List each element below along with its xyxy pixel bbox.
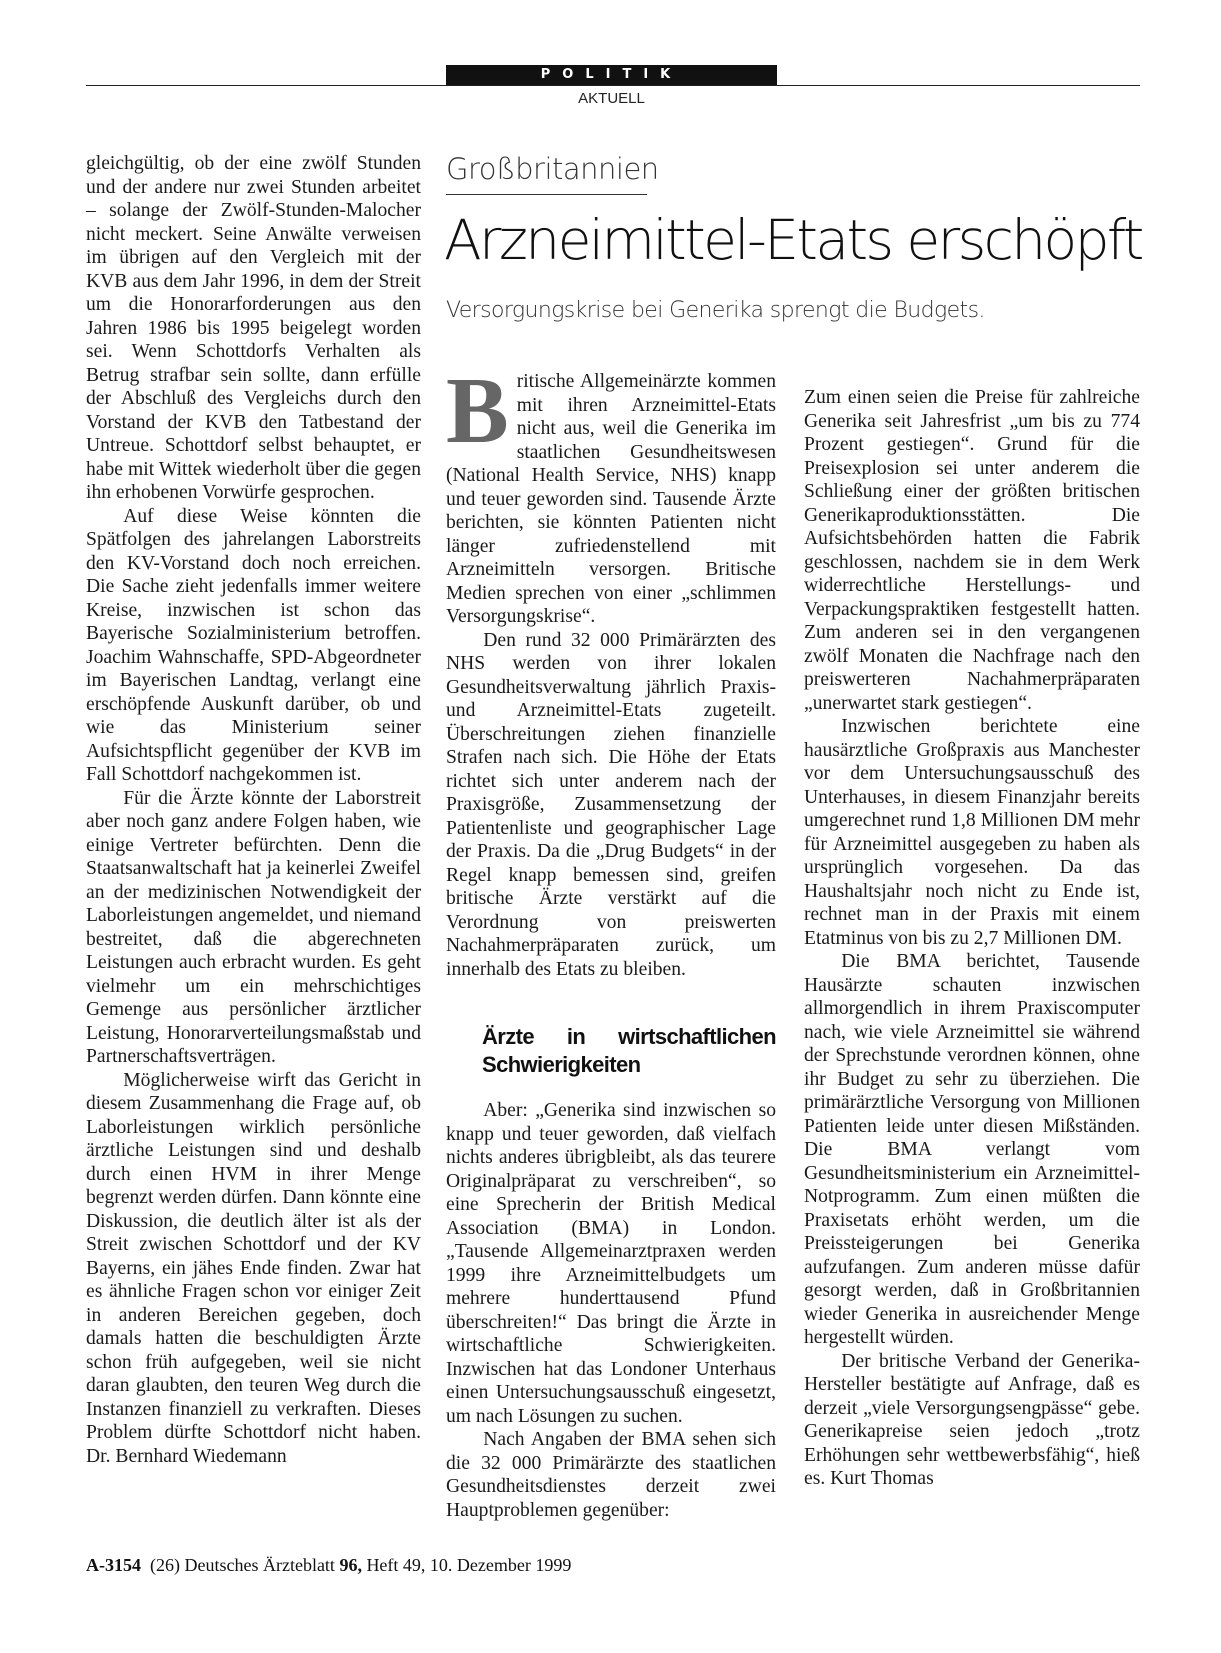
footer-journal: (26) Deutsches Ärzteblatt: [150, 1555, 335, 1575]
section-heading: Ärzte in wirtschaftlichen Schwierigkeiten: [482, 1024, 776, 1077]
lead-text: ritische Allgemeinärzte kommen mit ihren Arzneimittel-Etats nicht aus, weil die Generika im staatlichen Gesundheitswesen (National Health Service, NHS) knapp und teuer geworden sind. Tausende Ärzte berichten, sie könnten Patienten nicht länger zufriedenstellend mit Arzneimitteln versorgen. Britische Medien sprechen von einer „schlimmen Versorgungskrise“.: [446, 371, 776, 627]
paragraph: Der britische Verband der Generika-Hersteller bestätigte auf Anfrage, daß es derzeit „viele Versorgungsengpässe“ gebe. Generikapreise seien jedoch „trotz Erhöhungen sehr wettbewerbsfähig“, hieß es. Kurt Thomas: [804, 1350, 1140, 1489]
paragraph: Inzwischen berichtete eine hausärztliche Großpraxis aus Manchester vor dem Untersuchungsausschuß des Unterhauses, in diesem Finanzjahr bereits umgerechnet rund 1,8 Millionen DM mehr für Arzneimittel ausgegeben zu haben als ursprünglich vorgesehen. Da das Haushaltsjahr noch nicht zu Ende ist, rechnet man in der Praxis mit einem Etatminus von bis zu 2,7 Millionen DM.: [804, 716, 1140, 949]
page-footer: [86, 1555, 571, 1576]
kicker-underline: [446, 194, 647, 195]
paragraph: Die BMA berichtet, Tausende Hausärzte schauten inzwischen allmorgendlich in ihrem Praxiscomputer nach, wie viele Arzneimittel sie während der Sprechstunde verordnen können, ohne ihr Budget zu sehr zu überziehen. Die primärärztliche Versorgung von Millionen Patienten leide unter diesen Mißständen. Die BMA verlangt vom Gesundheitsministerium ein Arzneimittel-Notprogramm. Zum einen müßten die Praxisetats erhöht werden, um die Preissteigerungen bei Generika aufzufangen. Zum anderen müsse dafür gesorgt werden, daß in Großbritannien wieder Generika in ausreichender Menge hergestellt würden.: [804, 951, 1140, 1348]
footer-issue: Heft 49, 10. Dezember 1999: [366, 1555, 572, 1575]
article-column-2: [804, 386, 1140, 1491]
paragraph: Aber: „Generika sind inzwischen so knapp und teuer geworden, daß vielfach nichts anderes übrigbleibt, als das teurere Originalpräparat zu verschreiben“, so eine Sprecherin der British Medical Association (BMA) in London. „Tausende Allgemeinarztpraxen werden 1999 ihre Arzneimittelbudgets um mehrere hunderttausend Pfund überschreiten!“ Das bringt die Ärzte in wirtschaftliche Schwierigkeiten. Inzwischen hat das Londoner Unterhaus einen Untersuchungsausschuß eingesetzt, um nach Lösungen zu suchen.: [446, 1100, 776, 1427]
article-kicker: Großbritannien: [446, 152, 659, 186]
paragraph: Zum einen seien die Preise für zahlreiche Generika seit Jahresfrist „um bis zu 774 Prozent gestiegen“. Grund für die Preisexplosion sei unter anderem die Schließung einer der größten britischen Generikaproduktionsstätten. Die Aufsichtsbehörden hatten die Fabrik geschlossen, nachdem sie in dem Werk widerrechtliche Herstellungs- und Verpackungspraktiken festgestellt hatten. Zum anderen sei in den vergangenen zwölf Monaten die Nachfrage nach den preiswerteren Nachahmerpräparaten „unerwartet stark gestiegen“.: [804, 387, 1140, 714]
section-label: POLITIK: [446, 65, 777, 85]
paragraph: Für die Ärzte könnte der Laborstreit aber noch ganz andere Folgen haben, wie einige Vertreter befürchten. Denn die Staatsanwaltschaft hat ja keinerlei Zweifel an der medizinischen Notwendigkeit der Laborleistungen angemeldet, und niemand bestreitet, daß die abgerechneten Leistungen auch erbracht wurden. Es geht vielmehr um ein mehrschichtiges Gemenge aus persönlicher ärztlicher Leistung, Honorarverteilungsmaßstab und Partnerschaftsverträgen.: [86, 787, 421, 1067]
subsection-label: AKTUELL: [578, 90, 645, 107]
drop-cap: B: [446, 359, 509, 463]
article-subheadline: Versorgungskrise bei Generika sprengt die Budgets.: [446, 298, 985, 323]
paragraph: Nach Angaben der BMA sehen sich die 32 000 Primärärzte des staatlichen Gesundheitsdienstes derzeit zwei Hauptproblemen gegenüber:: [446, 1429, 776, 1521]
paragraph: Den rund 32 000 Primärärzten des NHS werden von ihrer lokalen Gesundheitsverwaltung jährlich Praxis- und Arzneimittel-Etats zugeteilt. Überschreitungen ziehen finanzielle Strafen nach sich. Die Höhe der Etats richtet sich unter anderem nach der Praxisgröße, Zusammensetzung der Patientenliste und geographischer Lage der Praxis. Da die „Drug Budgets“ in der Regel knapp bemessen sind, greifen britische Ärzte verstärkt auf die Verordnung von preiswerten Nachahmerpräparaten zurück, um innerhalb des Etats zu bleiben.: [446, 629, 776, 980]
article-headline: Arzneimittel-Etats erschöpft: [444, 208, 1142, 272]
paragraph: gleichgültig, ob der eine zwölf Stunden und der andere nur zwei Stunden arbeitet – solange der Zwölf-Stunden-Malocher nicht meckert. Seine Anwälte verweisen im übrigen auf den Vergleich mit der KVB aus dem Jahr 1996, in dem der Streit um die Honorarforderungen aus den Jahren 1986 bis 1995 beigelegt worden sei. Wenn Schottdorfs Verhalten als Betrug strafbar sein sollte, dann erfülle der Abschluß des Vergleichs durch den Vorstand der KVB den Tatbestand der Untreue. Schottdorf selbst behauptet, er habe mit Wittek wiederholt über die gegen ihn erhobenen Vorwürfe gesprochen.: [86, 153, 421, 503]
header-rule: [86, 85, 1140, 86]
page-code: A-3154: [86, 1555, 141, 1575]
paragraph: Möglicherweise wirft das Gericht in diesem Zusammenhang die Frage auf, ob Laborleistungen wirklich persönliche ärztliche Leistungen sind und deshalb durch einen HVM in ihrer Menge begrenzt werden dürfen. Dann könnte eine Diskussion, die deutlich älter ist als der Streit zwischen Schottdorf und der KV Bayerns, ein jähes Ende finden. Zwar hat es ähnliche Fragen schon vor einiger Zeit in anderen Bereichen gegeben, doch damals hatten die beschuldigten Ärzte schon früh aufgegeben, weil sie nicht daran glaubten, den teuren Weg durch die Instanzen finanziell zu verkraften. Dieses Problem dürfte Schottdorf nicht haben. Dr. Bernhard Wiedemann: [86, 1069, 421, 1467]
article-column-1: [446, 359, 776, 1522]
paragraph: Auf diese Weise könnten die Spätfolgen des jahrelangen Laborstreits den KV-Vorstand doch noch erreichen. Die Sache zieht jedenfalls immer weitere Kreise, inzwischen ist schon das Bayerische Sozialministerium betroffen. Joachim Wahnschaffe, SPD-Abgeordneter im Bayerischen Landtag, verlangt eine erschöpfende Auskunft darüber, ob und wie das Ministerium seiner Aufsichtspflicht gegenüber der KVB im Fall Schottdorf nachgekommen ist.: [86, 505, 421, 785]
previous-article-column: [86, 152, 421, 1468]
lead-paragraph: [446, 359, 776, 629]
footer-volume: 96,: [339, 1555, 362, 1575]
